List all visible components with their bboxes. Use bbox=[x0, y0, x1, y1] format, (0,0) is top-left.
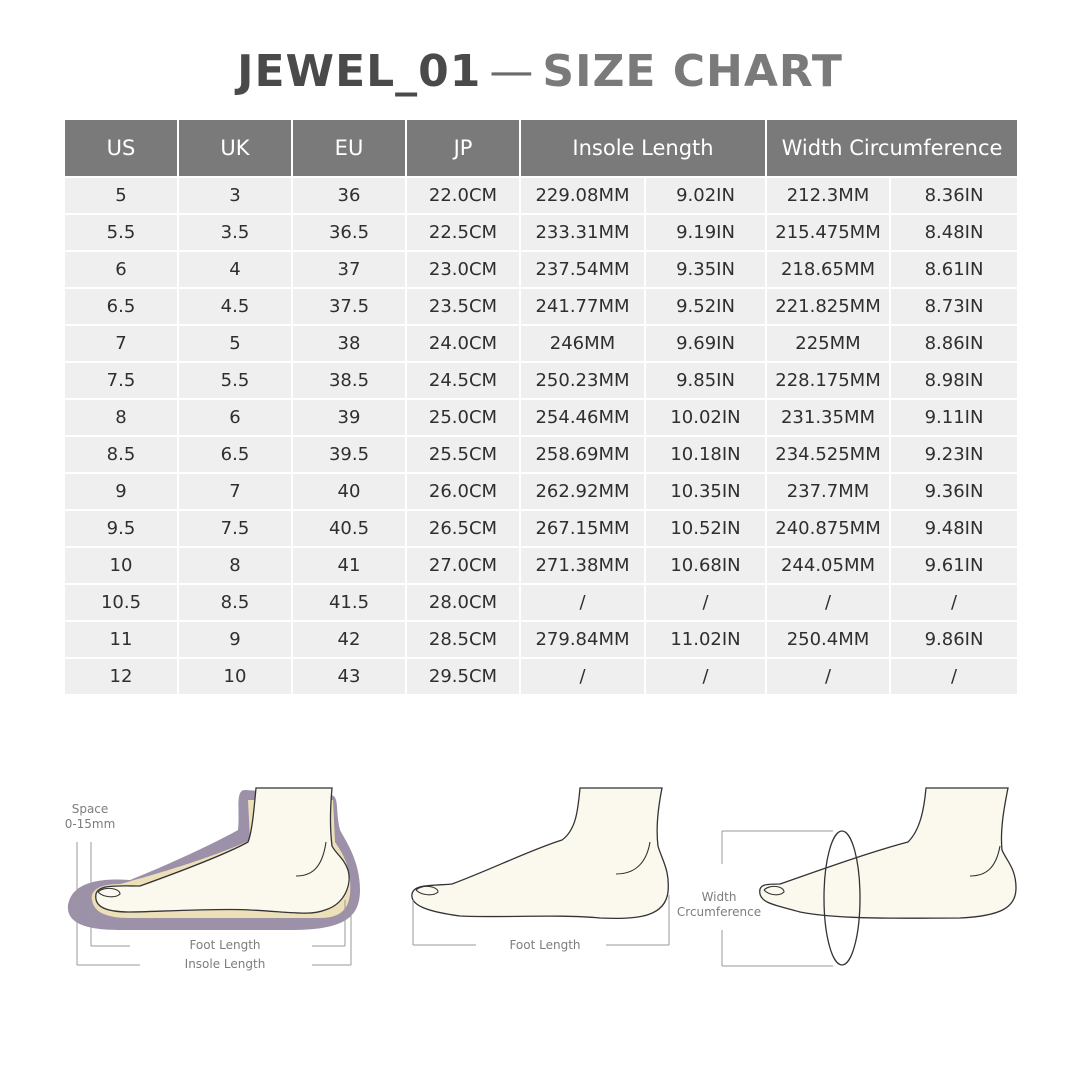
table-cell: 11 bbox=[65, 621, 178, 658]
table-cell: 246MM bbox=[520, 325, 645, 362]
model-name: JEWEL_01 bbox=[237, 46, 482, 97]
header-us: US bbox=[65, 120, 178, 177]
table-cell: 4 bbox=[178, 251, 292, 288]
table-cell: 10 bbox=[178, 658, 292, 694]
table-cell: 24.5CM bbox=[406, 362, 520, 399]
table-row bbox=[65, 547, 1017, 584]
table-row bbox=[65, 473, 1017, 510]
table-row bbox=[65, 584, 1017, 621]
table-row bbox=[65, 325, 1017, 362]
table-cell: 279.84MM bbox=[520, 621, 645, 658]
table-cell: / bbox=[645, 658, 766, 694]
table-cell: 7 bbox=[178, 473, 292, 510]
table-cell: 28.5CM bbox=[406, 621, 520, 658]
table-cell: 41 bbox=[292, 547, 406, 584]
table-cell: 8.36IN bbox=[890, 177, 1017, 214]
table-cell: 9.35IN bbox=[645, 251, 766, 288]
table-cell: 40.5 bbox=[292, 510, 406, 547]
table-cell: 250.23MM bbox=[520, 362, 645, 399]
table-cell: 25.5CM bbox=[406, 436, 520, 473]
width-label-line2: Crcumference bbox=[676, 905, 762, 919]
table-cell: 215.475MM bbox=[766, 214, 890, 251]
table-cell: 41.5 bbox=[292, 584, 406, 621]
table-header-row bbox=[65, 120, 1017, 177]
table-cell: 218.65MM bbox=[766, 251, 890, 288]
table-cell: 12 bbox=[65, 658, 178, 694]
table-cell: 9.02IN bbox=[645, 177, 766, 214]
table-cell: 10 bbox=[65, 547, 178, 584]
title-separator: — bbox=[489, 46, 535, 97]
table-cell: 9 bbox=[65, 473, 178, 510]
table-cell: 233.31MM bbox=[520, 214, 645, 251]
table-cell: 6.5 bbox=[65, 288, 178, 325]
table-cell: 23.5CM bbox=[406, 288, 520, 325]
table-cell: / bbox=[766, 658, 890, 694]
space-label bbox=[60, 802, 120, 832]
table-cell: 4.5 bbox=[178, 288, 292, 325]
width-label-line1: Width bbox=[701, 890, 737, 904]
table-row bbox=[65, 362, 1017, 399]
table-cell: 8.98IN bbox=[890, 362, 1017, 399]
foot-width-icon bbox=[670, 780, 1030, 980]
table-cell: 42 bbox=[292, 621, 406, 658]
table-cell: 240.875MM bbox=[766, 510, 890, 547]
table-cell: / bbox=[520, 584, 645, 621]
table-cell: / bbox=[890, 584, 1017, 621]
table-cell: 39 bbox=[292, 399, 406, 436]
table-row bbox=[65, 177, 1017, 214]
table-cell: 6 bbox=[65, 251, 178, 288]
table-cell: / bbox=[890, 658, 1017, 694]
foot-length-label: Foot Length bbox=[189, 938, 261, 952]
header-eu: EU bbox=[292, 120, 406, 177]
table-row bbox=[65, 251, 1017, 288]
table-cell: 10.02IN bbox=[645, 399, 766, 436]
table-cell: 8.61IN bbox=[890, 251, 1017, 288]
table-body bbox=[65, 177, 1017, 694]
table-cell: 10.5 bbox=[65, 584, 178, 621]
width-circumference-label bbox=[674, 890, 764, 920]
table-cell: 225MM bbox=[766, 325, 890, 362]
table-cell: 8.48IN bbox=[890, 214, 1017, 251]
table-cell: 39.5 bbox=[292, 436, 406, 473]
table-cell: 3.5 bbox=[178, 214, 292, 251]
table-cell: 9.23IN bbox=[890, 436, 1017, 473]
table-cell: 29.5CM bbox=[406, 658, 520, 694]
table-cell: 9.36IN bbox=[890, 473, 1017, 510]
foot-side-icon bbox=[400, 780, 690, 960]
table-cell: 11.02IN bbox=[645, 621, 766, 658]
table-cell: / bbox=[645, 584, 766, 621]
table-cell: 10.35IN bbox=[645, 473, 766, 510]
table-cell: 26.0CM bbox=[406, 473, 520, 510]
table-cell: 25.0CM bbox=[406, 399, 520, 436]
table-cell: 9.85IN bbox=[645, 362, 766, 399]
table-row bbox=[65, 288, 1017, 325]
table-cell: / bbox=[520, 658, 645, 694]
foot-length-label-2: Foot Length bbox=[509, 938, 581, 952]
table-cell: 38.5 bbox=[292, 362, 406, 399]
table-cell: 26.5CM bbox=[406, 510, 520, 547]
table-cell: / bbox=[766, 584, 890, 621]
size-chart-table bbox=[65, 120, 1017, 694]
table-cell: 22.0CM bbox=[406, 177, 520, 214]
table-row bbox=[65, 399, 1017, 436]
table-row bbox=[65, 214, 1017, 251]
table-cell: 6 bbox=[178, 399, 292, 436]
table-cell: 27.0CM bbox=[406, 547, 520, 584]
table-cell: 37.5 bbox=[292, 288, 406, 325]
title-subtitle: SIZE CHART bbox=[542, 46, 843, 97]
table-cell: 9.48IN bbox=[890, 510, 1017, 547]
table-cell: 8.86IN bbox=[890, 325, 1017, 362]
header-insole-length: Insole Length bbox=[520, 120, 766, 177]
table-cell: 228.175MM bbox=[766, 362, 890, 399]
table-cell: 254.46MM bbox=[520, 399, 645, 436]
table-cell: 36 bbox=[292, 177, 406, 214]
table-cell: 9.61IN bbox=[890, 547, 1017, 584]
table-cell: 7.5 bbox=[65, 362, 178, 399]
table-cell: 5 bbox=[65, 177, 178, 214]
foot-length-diagram bbox=[400, 780, 690, 960]
table-cell: 244.05MM bbox=[766, 547, 890, 584]
table-row bbox=[65, 436, 1017, 473]
table-cell: 258.69MM bbox=[520, 436, 645, 473]
table-cell: 22.5CM bbox=[406, 214, 520, 251]
table-cell: 9.11IN bbox=[890, 399, 1017, 436]
table-cell: 221.825MM bbox=[766, 288, 890, 325]
table-row bbox=[65, 658, 1017, 694]
table-cell: 9 bbox=[178, 621, 292, 658]
page-title bbox=[0, 46, 1080, 97]
table-row bbox=[65, 621, 1017, 658]
table-cell: 40 bbox=[292, 473, 406, 510]
header-jp: JP bbox=[406, 120, 520, 177]
table-cell: 262.92MM bbox=[520, 473, 645, 510]
table-cell: 237.54MM bbox=[520, 251, 645, 288]
insole-diagram bbox=[60, 780, 380, 980]
table-cell: 5.5 bbox=[65, 214, 178, 251]
table-cell: 10.52IN bbox=[645, 510, 766, 547]
space-label-line2: 0-15mm bbox=[64, 817, 116, 831]
table-cell: 231.35MM bbox=[766, 399, 890, 436]
table-cell: 237.7MM bbox=[766, 473, 890, 510]
table-cell: 8 bbox=[65, 399, 178, 436]
table-cell: 43 bbox=[292, 658, 406, 694]
table-cell: 9.86IN bbox=[890, 621, 1017, 658]
table-cell: 5.5 bbox=[178, 362, 292, 399]
table-cell: 212.3MM bbox=[766, 177, 890, 214]
table-cell: 5 bbox=[178, 325, 292, 362]
table-cell: 241.77MM bbox=[520, 288, 645, 325]
table-cell: 9.52IN bbox=[645, 288, 766, 325]
header-width-circumference: Width Circumference bbox=[766, 120, 1017, 177]
table-cell: 229.08MM bbox=[520, 177, 645, 214]
table-cell: 38 bbox=[292, 325, 406, 362]
table-cell: 37 bbox=[292, 251, 406, 288]
table-cell: 28.0CM bbox=[406, 584, 520, 621]
table-cell: 7 bbox=[65, 325, 178, 362]
space-label-line1: Space bbox=[71, 802, 109, 816]
table-cell: 6.5 bbox=[178, 436, 292, 473]
table-cell: 9.69IN bbox=[645, 325, 766, 362]
table-cell: 8.73IN bbox=[890, 288, 1017, 325]
table-cell: 250.4MM bbox=[766, 621, 890, 658]
table-cell: 9.5 bbox=[65, 510, 178, 547]
width-circumference-diagram bbox=[670, 780, 1030, 980]
table-cell: 3 bbox=[178, 177, 292, 214]
table-cell: 8.5 bbox=[178, 584, 292, 621]
table-cell: 24.0CM bbox=[406, 325, 520, 362]
table-cell: 8 bbox=[178, 547, 292, 584]
table-cell: 10.18IN bbox=[645, 436, 766, 473]
table-cell: 7.5 bbox=[178, 510, 292, 547]
table-cell: 10.68IN bbox=[645, 547, 766, 584]
table-cell: 36.5 bbox=[292, 214, 406, 251]
table-cell: 8.5 bbox=[65, 436, 178, 473]
table-cell: 271.38MM bbox=[520, 547, 645, 584]
table-cell: 9.19IN bbox=[645, 214, 766, 251]
table-cell: 234.525MM bbox=[766, 436, 890, 473]
table-cell: 267.15MM bbox=[520, 510, 645, 547]
table-cell: 23.0CM bbox=[406, 251, 520, 288]
table-row bbox=[65, 510, 1017, 547]
insole-length-label: Insole Length bbox=[184, 957, 266, 971]
header-uk: UK bbox=[178, 120, 292, 177]
